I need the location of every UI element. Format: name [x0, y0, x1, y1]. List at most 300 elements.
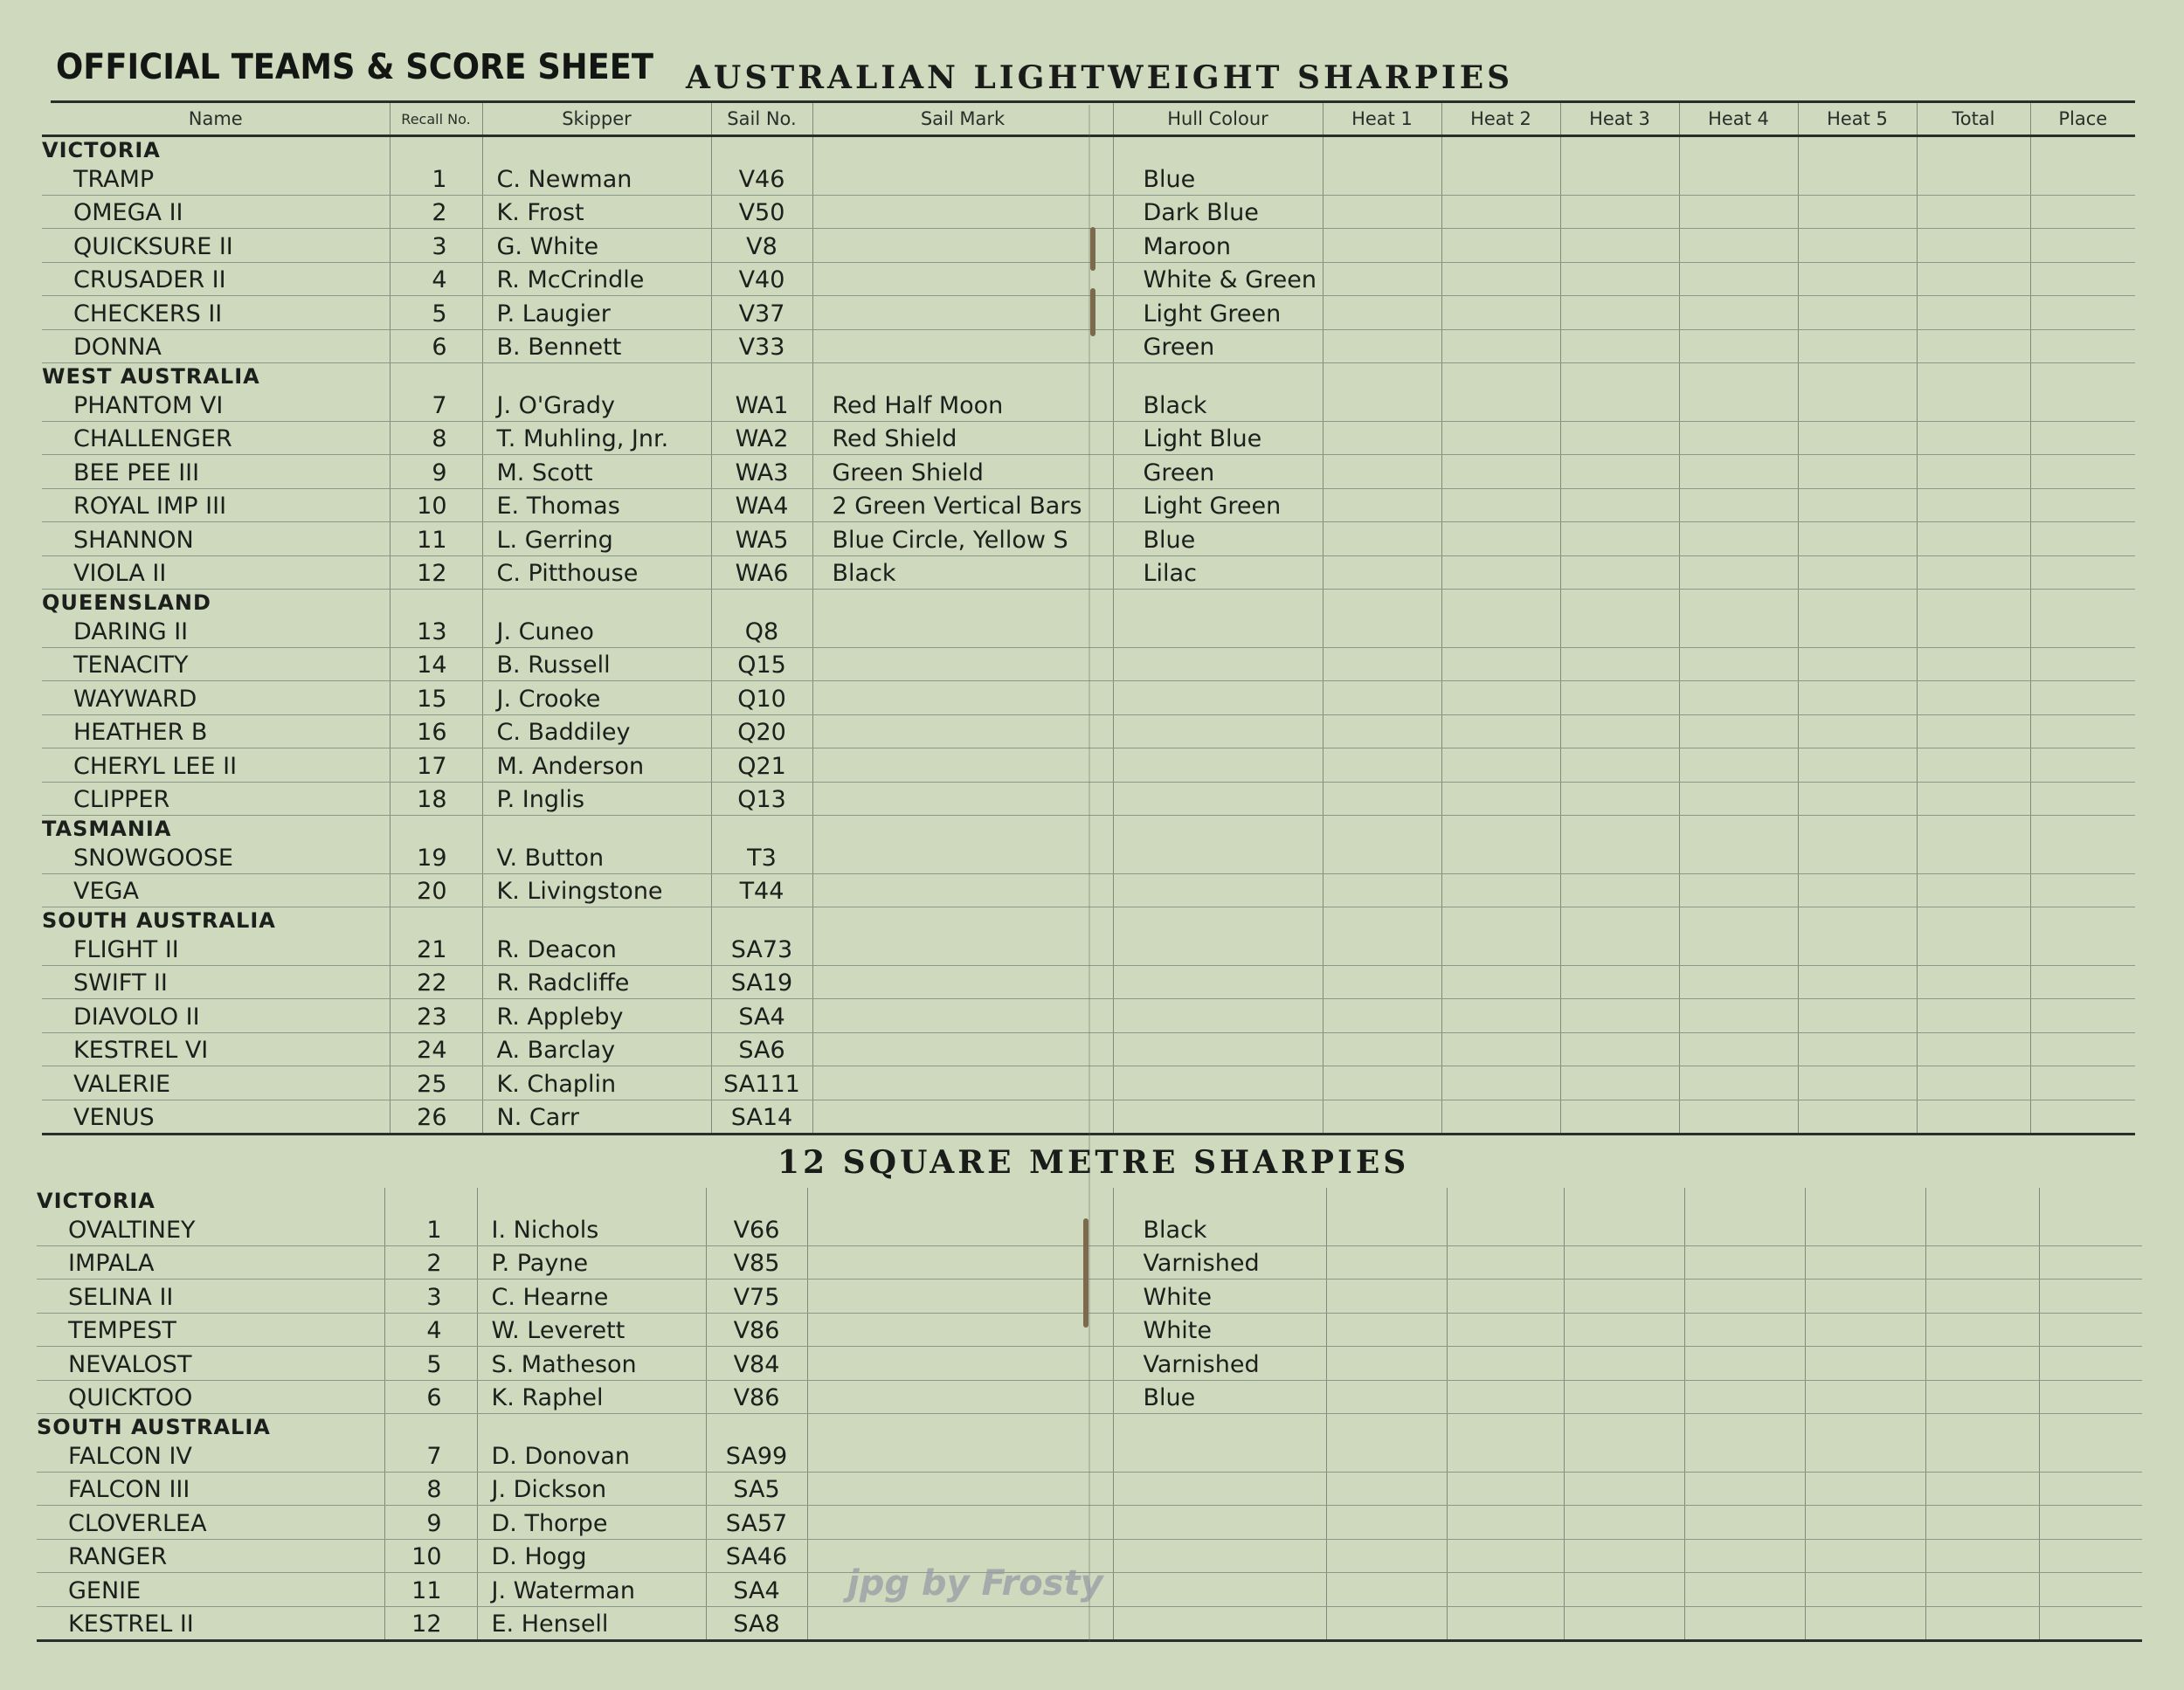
heat-1-cell[interactable] — [1326, 1606, 1447, 1641]
place-cell[interactable] — [2039, 1313, 2142, 1347]
empty-cell — [1113, 1414, 1326, 1439]
heat-2-cell[interactable] — [1441, 614, 1560, 647]
total-cell[interactable] — [1917, 647, 2030, 681]
heat-4-cell[interactable] — [1684, 1280, 1805, 1314]
total-cell[interactable] — [1925, 1539, 2039, 1573]
heat-1-cell[interactable] — [1323, 455, 1441, 489]
total-cell[interactable] — [1925, 1438, 2039, 1472]
skipper-cell: C. Baddiley — [482, 714, 711, 748]
heat-2-cell[interactable] — [1447, 1380, 1564, 1414]
heat-5-cell[interactable] — [1798, 455, 1917, 489]
heat-1-cell[interactable] — [1326, 1212, 1447, 1245]
place-cell[interactable] — [2030, 999, 2135, 1033]
heat-3-cell[interactable] — [1560, 965, 1679, 999]
total-cell[interactable] — [1917, 614, 2030, 647]
place-cell[interactable] — [2039, 1280, 2142, 1314]
heat-2-cell[interactable] — [1441, 1100, 1560, 1135]
heat-2-cell[interactable] — [1441, 714, 1560, 748]
boat-name-cell: SHANNON — [42, 522, 390, 556]
empty-cell — [2039, 1414, 2142, 1439]
heat-3-cell[interactable] — [1560, 681, 1679, 715]
empty-cell — [1679, 136, 1798, 162]
total-cell[interactable] — [1925, 1347, 2039, 1381]
boat-name-cell: FALCON III — [37, 1472, 384, 1506]
total-cell[interactable] — [1925, 1573, 2039, 1607]
heat-2-cell[interactable] — [1441, 748, 1560, 783]
heat-2-cell[interactable] — [1441, 488, 1560, 522]
empty-cell — [390, 816, 482, 841]
sail-no-cell: WA2 — [711, 421, 812, 455]
place-cell[interactable] — [2030, 195, 2135, 229]
heat-4-cell[interactable] — [1679, 714, 1798, 748]
heat-5-cell[interactable] — [1798, 162, 1917, 195]
heat-5-cell[interactable] — [1798, 932, 1917, 965]
place-cell[interactable] — [2039, 1380, 2142, 1414]
heat-3-cell[interactable] — [1560, 1100, 1679, 1135]
heat-2-cell[interactable] — [1441, 162, 1560, 195]
heat-3-cell[interactable] — [1560, 388, 1679, 421]
heat-1-cell[interactable] — [1323, 965, 1441, 999]
heat-4-cell[interactable] — [1679, 488, 1798, 522]
recall-no-cell: 5 — [390, 296, 482, 330]
total-cell[interactable] — [1925, 1280, 2039, 1314]
place-cell[interactable] — [2039, 1573, 2142, 1607]
heat-3-cell[interactable] — [1564, 1539, 1684, 1573]
heat-4-cell[interactable] — [1684, 1347, 1805, 1381]
heat-3-cell[interactable] — [1560, 329, 1679, 363]
col-header-recall: Recall No. — [390, 103, 482, 136]
recall-no-cell: 1 — [384, 1212, 477, 1245]
heat-4-cell[interactable] — [1684, 1573, 1805, 1607]
heat-2-cell[interactable] — [1441, 647, 1560, 681]
heat-5-cell[interactable] — [1798, 965, 1917, 999]
heat-5-cell[interactable] — [1805, 1280, 1925, 1314]
heat-4-cell[interactable] — [1684, 1313, 1805, 1347]
heat-5-cell[interactable] — [1805, 1438, 1925, 1472]
heat-5-cell[interactable] — [1805, 1472, 1925, 1506]
heat-1-cell[interactable] — [1323, 748, 1441, 783]
total-cell[interactable] — [1917, 555, 2030, 590]
heat-5-cell[interactable] — [1805, 1606, 1925, 1641]
heat-5-cell[interactable] — [1798, 647, 1917, 681]
heat-2-cell[interactable] — [1441, 965, 1560, 999]
place-cell[interactable] — [2030, 748, 2135, 783]
heat-5-cell[interactable] — [1798, 840, 1917, 873]
hull-colour-cell — [1113, 681, 1323, 715]
heat-2-cell[interactable] — [1441, 932, 1560, 965]
heat-4-cell[interactable] — [1679, 555, 1798, 590]
heat-5-cell[interactable] — [1798, 782, 1917, 816]
heat-4-cell[interactable] — [1684, 1539, 1805, 1573]
heat-5-cell[interactable] — [1805, 1573, 1925, 1607]
heat-1-cell[interactable] — [1323, 614, 1441, 647]
place-cell[interactable] — [2030, 229, 2135, 263]
heat-5-cell[interactable] — [1798, 714, 1917, 748]
heat-1-cell[interactable] — [1323, 329, 1441, 363]
heat-4-cell[interactable] — [1679, 840, 1798, 873]
heat-2-cell[interactable] — [1447, 1606, 1564, 1641]
heat-3-cell[interactable] — [1564, 1313, 1684, 1347]
total-cell[interactable] — [1917, 388, 2030, 421]
sail-mark-cell — [812, 647, 1113, 681]
heat-2-cell[interactable] — [1447, 1313, 1564, 1347]
heat-2-cell[interactable] — [1441, 522, 1560, 556]
heat-4-cell[interactable] — [1679, 647, 1798, 681]
place-cell[interactable] — [2030, 488, 2135, 522]
place-cell[interactable] — [2039, 1539, 2142, 1573]
recall-no-cell: 10 — [384, 1539, 477, 1573]
heat-4-cell[interactable] — [1679, 873, 1798, 907]
heat-5-cell[interactable] — [1798, 329, 1917, 363]
heat-1-cell[interactable] — [1323, 229, 1441, 263]
place-cell[interactable] — [2039, 1606, 2142, 1641]
place-cell[interactable] — [2030, 262, 2135, 296]
total-cell[interactable] — [1917, 873, 2030, 907]
heat-2-cell[interactable] — [1447, 1438, 1564, 1472]
heat-5-cell[interactable] — [1798, 522, 1917, 556]
heat-4-cell[interactable] — [1679, 1066, 1798, 1100]
place-cell[interactable] — [2030, 296, 2135, 330]
total-cell[interactable] — [1917, 748, 2030, 783]
place-cell[interactable] — [2039, 1438, 2142, 1472]
place-cell[interactable] — [2030, 555, 2135, 590]
empty-cell — [2030, 136, 2135, 162]
boat-name-cell: FLIGHT II — [42, 932, 390, 965]
sail-mark-cell — [812, 748, 1113, 783]
place-cell[interactable] — [2039, 1472, 2142, 1506]
heat-4-cell[interactable] — [1679, 195, 1798, 229]
heat-2-cell[interactable] — [1441, 329, 1560, 363]
heat-4-cell[interactable] — [1679, 162, 1798, 195]
total-cell[interactable] — [1917, 999, 2030, 1033]
heat-2-cell[interactable] — [1447, 1573, 1564, 1607]
heat-5-cell[interactable] — [1798, 614, 1917, 647]
heat-1-cell[interactable] — [1323, 932, 1441, 965]
heat-2-cell[interactable] — [1447, 1472, 1564, 1506]
recall-no-cell: 9 — [384, 1506, 477, 1540]
place-cell[interactable] — [2030, 455, 2135, 489]
place-cell[interactable] — [2030, 1066, 2135, 1100]
heat-4-cell[interactable] — [1684, 1380, 1805, 1414]
heat-5-cell[interactable] — [1798, 296, 1917, 330]
heat-3-cell[interactable] — [1564, 1347, 1684, 1381]
heat-1-cell[interactable] — [1323, 1032, 1441, 1066]
heat-1-cell[interactable] — [1323, 714, 1441, 748]
heat-4-cell[interactable] — [1679, 681, 1798, 715]
heat-4-cell[interactable] — [1684, 1438, 1805, 1472]
place-cell[interactable] — [2039, 1212, 2142, 1245]
heat-3-cell[interactable] — [1560, 296, 1679, 330]
total-cell[interactable] — [1917, 229, 2030, 263]
heat-5-cell[interactable] — [1798, 195, 1917, 229]
heat-1-cell[interactable] — [1323, 999, 1441, 1033]
heat-3-cell[interactable] — [1560, 782, 1679, 816]
hull-colour-cell: White — [1113, 1280, 1326, 1314]
total-cell[interactable] — [1917, 195, 2030, 229]
empty-cell — [1323, 907, 1441, 933]
heat-2-cell[interactable] — [1441, 1066, 1560, 1100]
heat-1-cell[interactable] — [1323, 388, 1441, 421]
heat-1-cell[interactable] — [1323, 555, 1441, 590]
recall-no-cell: 9 — [390, 455, 482, 489]
heat-1-cell[interactable] — [1323, 782, 1441, 816]
heat-3-cell[interactable] — [1560, 999, 1679, 1033]
heat-1-cell[interactable] — [1323, 840, 1441, 873]
place-cell[interactable] — [2030, 782, 2135, 816]
heat-3-cell[interactable] — [1560, 840, 1679, 873]
heat-4-cell[interactable] — [1679, 455, 1798, 489]
heat-4-cell[interactable] — [1679, 999, 1798, 1033]
total-cell[interactable] — [1917, 262, 2030, 296]
heat-1-cell[interactable] — [1323, 421, 1441, 455]
heat-1-cell[interactable] — [1326, 1573, 1447, 1607]
heat-4-cell[interactable] — [1679, 296, 1798, 330]
skipper-cell: J. Crooke — [482, 681, 711, 715]
sail-no-cell: V37 — [711, 296, 812, 330]
heat-3-cell[interactable] — [1560, 421, 1679, 455]
total-cell[interactable] — [1917, 782, 2030, 816]
heat-3-cell[interactable] — [1560, 555, 1679, 590]
place-cell[interactable] — [2030, 681, 2135, 715]
heat-1-cell[interactable] — [1323, 488, 1441, 522]
heat-5-cell[interactable] — [1798, 999, 1917, 1033]
heat-2-cell[interactable] — [1441, 873, 1560, 907]
total-cell[interactable] — [1925, 1212, 2039, 1245]
place-cell[interactable] — [2030, 614, 2135, 647]
total-cell[interactable] — [1925, 1506, 2039, 1540]
heat-1-cell[interactable] — [1326, 1506, 1447, 1540]
empty-cell — [711, 907, 812, 933]
heat-3-cell[interactable] — [1560, 873, 1679, 907]
heat-1-cell[interactable] — [1326, 1380, 1447, 1414]
total-cell[interactable] — [1925, 1313, 2039, 1347]
heat-2-cell[interactable] — [1441, 999, 1560, 1033]
heat-3-cell[interactable] — [1564, 1212, 1684, 1245]
heat-3-cell[interactable] — [1564, 1573, 1684, 1607]
heat-2-cell[interactable] — [1441, 555, 1560, 590]
heat-1-cell[interactable] — [1323, 1100, 1441, 1135]
heat-3-cell[interactable] — [1564, 1606, 1684, 1641]
heat-5-cell[interactable] — [1798, 1100, 1917, 1135]
heat-3-cell[interactable] — [1560, 614, 1679, 647]
heat-3-cell[interactable] — [1560, 229, 1679, 263]
total-cell[interactable] — [1925, 1606, 2039, 1641]
heat-1-cell[interactable] — [1326, 1472, 1447, 1506]
heat-1-cell[interactable] — [1323, 296, 1441, 330]
heat-1-cell[interactable] — [1323, 873, 1441, 907]
heat-3-cell[interactable] — [1564, 1280, 1684, 1314]
heat-1-cell[interactable] — [1323, 647, 1441, 681]
place-cell[interactable] — [2030, 965, 2135, 999]
heat-5-cell[interactable] — [1798, 421, 1917, 455]
empty-cell — [1560, 136, 1679, 162]
heat-4-cell[interactable] — [1679, 1032, 1798, 1066]
heat-3-cell[interactable] — [1560, 522, 1679, 556]
total-cell[interactable] — [1917, 1032, 2030, 1066]
heat-4-cell[interactable] — [1679, 782, 1798, 816]
heat-4-cell[interactable] — [1679, 1100, 1798, 1135]
total-cell[interactable] — [1917, 965, 2030, 999]
total-cell[interactable] — [1917, 455, 2030, 489]
heat-3-cell[interactable] — [1560, 488, 1679, 522]
heat-3-cell[interactable] — [1560, 714, 1679, 748]
place-cell[interactable] — [2030, 329, 2135, 363]
heat-2-cell[interactable] — [1441, 681, 1560, 715]
place-cell[interactable] — [2030, 522, 2135, 556]
heat-5-cell[interactable] — [1798, 229, 1917, 263]
heat-2-cell[interactable] — [1447, 1280, 1564, 1314]
heat-1-cell[interactable] — [1326, 1539, 1447, 1573]
heat-3-cell[interactable] — [1564, 1438, 1684, 1472]
place-cell[interactable] — [2030, 647, 2135, 681]
heat-3-cell[interactable] — [1564, 1472, 1684, 1506]
total-cell[interactable] — [1917, 1066, 2030, 1100]
place-cell[interactable] — [2030, 1100, 2135, 1135]
heat-1-cell[interactable] — [1323, 681, 1441, 715]
place-cell[interactable] — [2030, 932, 2135, 965]
heat-5-cell[interactable] — [1805, 1380, 1925, 1414]
heat-4-cell[interactable] — [1679, 388, 1798, 421]
heat-3-cell[interactable] — [1564, 1245, 1684, 1280]
place-cell[interactable] — [2039, 1245, 2142, 1280]
heat-4-cell[interactable] — [1679, 262, 1798, 296]
hull-colour-cell: Varnished — [1113, 1347, 1326, 1381]
heat-4-cell[interactable] — [1679, 932, 1798, 965]
heat-4-cell[interactable] — [1684, 1506, 1805, 1540]
heat-3-cell[interactable] — [1560, 1032, 1679, 1066]
heat-5-cell[interactable] — [1798, 488, 1917, 522]
heat-2-cell[interactable] — [1441, 840, 1560, 873]
heat-5-cell[interactable] — [1805, 1539, 1925, 1573]
total-cell[interactable] — [1917, 681, 2030, 715]
heat-4-cell[interactable] — [1684, 1245, 1805, 1280]
heat-5-cell[interactable] — [1798, 748, 1917, 783]
place-cell[interactable] — [2030, 714, 2135, 748]
heat-2-cell[interactable] — [1447, 1245, 1564, 1280]
heat-4-cell[interactable] — [1684, 1472, 1805, 1506]
heat-1-cell[interactable] — [1326, 1347, 1447, 1381]
heat-5-cell[interactable] — [1798, 388, 1917, 421]
heat-4-cell[interactable] — [1684, 1212, 1805, 1245]
heat-2-cell[interactable] — [1441, 455, 1560, 489]
heat-5-cell[interactable] — [1798, 555, 1917, 590]
heat-1-cell[interactable] — [1323, 162, 1441, 195]
heat-3-cell[interactable] — [1560, 195, 1679, 229]
heat-2-cell[interactable] — [1441, 296, 1560, 330]
heat-3-cell[interactable] — [1560, 932, 1679, 965]
place-cell[interactable] — [2030, 421, 2135, 455]
heat-2-cell[interactable] — [1441, 229, 1560, 263]
heat-1-cell[interactable] — [1326, 1313, 1447, 1347]
total-cell[interactable] — [1917, 162, 2030, 195]
heat-1-cell[interactable] — [1326, 1280, 1447, 1314]
heat-3-cell[interactable] — [1564, 1506, 1684, 1540]
total-cell[interactable] — [1925, 1380, 2039, 1414]
boat-name-cell: DIAVOLO II — [42, 999, 390, 1033]
heat-2-cell[interactable] — [1441, 1032, 1560, 1066]
place-cell[interactable] — [2039, 1347, 2142, 1381]
heat-5-cell[interactable] — [1798, 681, 1917, 715]
heat-5-cell[interactable] — [1805, 1313, 1925, 1347]
heat-5-cell[interactable] — [1805, 1347, 1925, 1381]
heat-3-cell[interactable] — [1560, 748, 1679, 783]
sail-no-cell: T44 — [711, 873, 812, 907]
total-cell[interactable] — [1917, 1100, 2030, 1135]
heat-5-cell[interactable] — [1798, 1066, 1917, 1100]
heat-2-cell[interactable] — [1441, 388, 1560, 421]
heat-5-cell[interactable] — [1798, 873, 1917, 907]
heat-3-cell[interactable] — [1560, 455, 1679, 489]
heat-5-cell[interactable] — [1805, 1506, 1925, 1540]
heat-2-cell[interactable] — [1447, 1506, 1564, 1540]
total-cell[interactable] — [1917, 421, 2030, 455]
heat-2-cell[interactable] — [1441, 782, 1560, 816]
heat-2-cell[interactable] — [1447, 1212, 1564, 1245]
heat-2-cell[interactable] — [1441, 421, 1560, 455]
heat-1-cell[interactable] — [1323, 1066, 1441, 1100]
heat-2-cell[interactable] — [1447, 1539, 1564, 1573]
heat-2-cell[interactable] — [1447, 1347, 1564, 1381]
empty-cell — [1917, 816, 2030, 841]
heat-4-cell[interactable] — [1679, 329, 1798, 363]
heat-4-cell[interactable] — [1684, 1606, 1805, 1641]
heat-2-cell[interactable] — [1441, 195, 1560, 229]
sail-no-cell: SA19 — [711, 965, 812, 999]
heat-4-cell[interactable] — [1679, 522, 1798, 556]
heat-1-cell[interactable] — [1323, 195, 1441, 229]
hull-colour-cell: Light Green — [1113, 296, 1323, 330]
sail-no-cell: WA6 — [711, 555, 812, 590]
total-cell[interactable] — [1917, 522, 2030, 556]
place-cell[interactable] — [2030, 1032, 2135, 1066]
place-cell[interactable] — [2039, 1506, 2142, 1540]
heat-4-cell[interactable] — [1679, 748, 1798, 783]
heat-5-cell[interactable] — [1805, 1245, 1925, 1280]
heat-2-cell[interactable] — [1441, 262, 1560, 296]
heat-1-cell[interactable] — [1326, 1245, 1447, 1280]
heat-4-cell[interactable] — [1679, 965, 1798, 999]
heat-3-cell[interactable] — [1560, 162, 1679, 195]
heat-4-cell[interactable] — [1679, 421, 1798, 455]
total-cell[interactable] — [1917, 714, 2030, 748]
heat-1-cell[interactable] — [1326, 1438, 1447, 1472]
hull-colour-cell — [1113, 782, 1323, 816]
total-cell[interactable] — [1917, 840, 2030, 873]
heat-5-cell[interactable] — [1798, 262, 1917, 296]
heat-1-cell[interactable] — [1323, 522, 1441, 556]
place-cell[interactable] — [2030, 873, 2135, 907]
heat-1-cell[interactable] — [1323, 262, 1441, 296]
heat-5-cell[interactable] — [1805, 1212, 1925, 1245]
place-cell[interactable] — [2030, 162, 2135, 195]
total-cell[interactable] — [1917, 488, 2030, 522]
place-cell[interactable] — [2030, 388, 2135, 421]
total-cell[interactable] — [1917, 296, 2030, 330]
heat-5-cell[interactable] — [1798, 1032, 1917, 1066]
total-cell[interactable] — [1917, 329, 2030, 363]
heat-3-cell[interactable] — [1560, 647, 1679, 681]
total-cell[interactable] — [1925, 1472, 2039, 1506]
total-cell[interactable] — [1925, 1245, 2039, 1280]
hull-colour-cell: Light Green — [1113, 488, 1323, 522]
heat-3-cell[interactable] — [1560, 262, 1679, 296]
place-cell[interactable] — [2030, 840, 2135, 873]
heat-4-cell[interactable] — [1679, 229, 1798, 263]
heat-4-cell[interactable] — [1679, 614, 1798, 647]
heat-3-cell[interactable] — [1564, 1380, 1684, 1414]
total-cell[interactable] — [1917, 932, 2030, 965]
heat-3-cell[interactable] — [1560, 1066, 1679, 1100]
